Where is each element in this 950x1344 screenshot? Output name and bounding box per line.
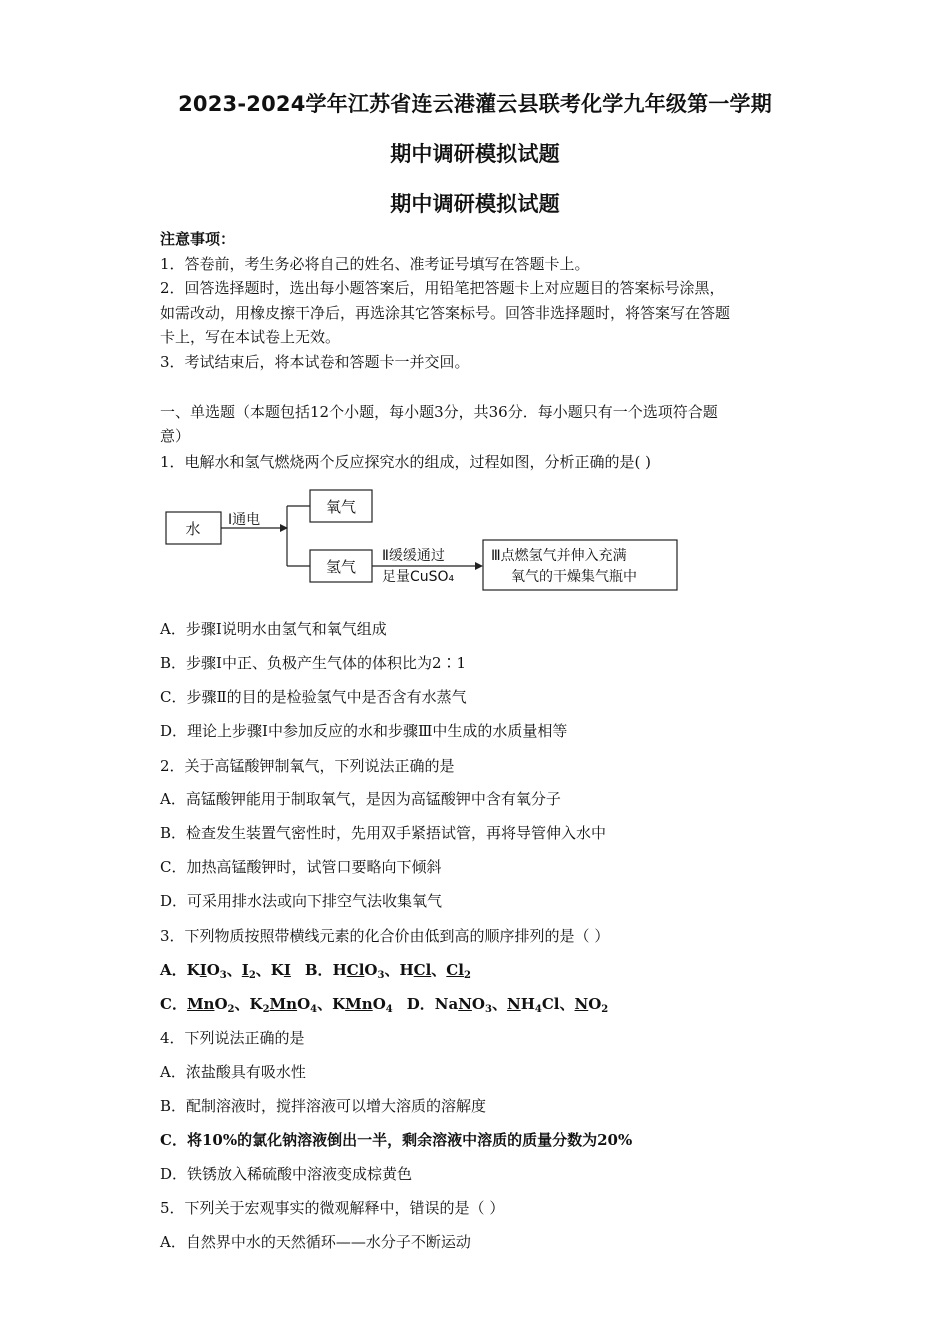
- step3-label-line1: Ⅲ点燃氢气并伸入充满: [491, 548, 627, 564]
- q1-option: A．步骤Ⅰ说明水由氢气和氧气组成: [160, 620, 387, 638]
- arrow-head-2: [475, 562, 483, 570]
- q2-option: D．可采用排水法或向下排空气法收集氧气: [160, 892, 443, 910]
- q4-option: D．铁锈放入稀硫酸中溶液变成棕黄色: [160, 1165, 413, 1183]
- q1-stem: 1．电解水和氢气燃烧两个反应探究水的组成，过程如图，分析正确的是( ): [160, 453, 652, 471]
- step3-label-line2: 氧气的干燥集气瓶中: [511, 569, 637, 585]
- exam-title-line1: 2023-2024学年江苏省连云港灌云县联考化学九年级第一学期: [178, 92, 772, 116]
- exam-title-line2: 期中调研模拟试题: [390, 142, 560, 166]
- notice-item: 如需改动，用橡皮擦干净后，再选涂其它答案标号。回答非选择题时，将答案写在答题: [160, 304, 731, 322]
- notice-item: 3．考试结束后，将本试卷和答题卡一并交回。: [160, 353, 470, 371]
- q5-option: A．自然界中水的天然循环——水分子不断运动: [160, 1233, 471, 1251]
- notice-item: 2．回答选择题时，选出每小题答案后，用铅笔把答题卡上对应题目的答案标号涂黑，: [160, 279, 725, 297]
- q2-option: B．检查发生装置气密性时，先用双手紧捂试管，再将导管伸入水中: [160, 824, 607, 842]
- section-heading-cont: 意）: [160, 427, 191, 445]
- electrolysis-diagram: [160, 480, 690, 595]
- q2-stem: 2．关于高锰酸钾制氧气，下列说法正确的是: [160, 757, 455, 775]
- q4-option: A．浓盐酸具有吸水性: [160, 1063, 306, 1081]
- q2-option: A．高锰酸钾能用于制取氧气，是因为高锰酸钾中含有氧分子: [160, 790, 561, 808]
- step1-label: Ⅰ通电: [228, 512, 261, 528]
- q1-option: D．理论上步骤Ⅰ中参加反应的水和步骤Ⅲ中生成的水质量相等: [160, 722, 568, 740]
- q3-options-ab: A．$KIO_3$、$I_2$、KI B．HClO$_3$、HCl、$Cl_2$: [160, 961, 471, 981]
- step2-label-line1: Ⅱ缓缓通过: [382, 548, 445, 564]
- q4-option: C．将10%的氯化钠溶液倒出一半，剩余溶液中溶质的质量分数为20%: [160, 1131, 633, 1149]
- q1-option: B．步骤Ⅰ中正、负极产生气体的体积比为2∶1: [160, 654, 467, 672]
- water-label: 水: [185, 520, 201, 538]
- exam-title-line3: 期中调研模拟试题: [390, 192, 560, 216]
- q1-option: C．步骤Ⅱ的目的是检验氢气中是否含有水蒸气: [160, 688, 467, 706]
- notice-heading: 注意事项：: [160, 230, 236, 248]
- q2-option: C．加热高锰酸钾时，试管口要略向下倾斜: [160, 858, 442, 876]
- notice-item: 卡上，写在本试卷上无效。: [160, 328, 341, 346]
- q5-stem: 5．下列关于宏观事实的微观解释中，错误的是（ ）: [160, 1199, 505, 1217]
- notice-item: 1．答卷前，考生务必将自己的姓名、准考证号填写在答题卡上。: [160, 255, 590, 273]
- q4-stem: 4．下列说法正确的是: [160, 1029, 305, 1047]
- q4-option: B．配制溶液时，搅拌溶液可以增大溶质的溶解度: [160, 1097, 487, 1115]
- q3-stem: 3．下列物质按照带横线元素的化合价由低到高的顺序排列的是（ ）: [160, 927, 610, 945]
- section-heading: 一、单选题（本题包括12个小题，每小题3分，共36分．每小题只有一个选项符合题: [160, 403, 718, 421]
- hydrogen-label: 氢气: [325, 558, 357, 576]
- step2-label-line2: 足量CuSO₄: [382, 569, 455, 585]
- q3-options-cd: C．MnO$_2$、$K_2MnO_4$、KMnO$_4$ D．NaNO$_3$、$NH_4Cl$、$NO_2$: [160, 995, 609, 1015]
- oxygen-label: 氧气: [325, 498, 357, 516]
